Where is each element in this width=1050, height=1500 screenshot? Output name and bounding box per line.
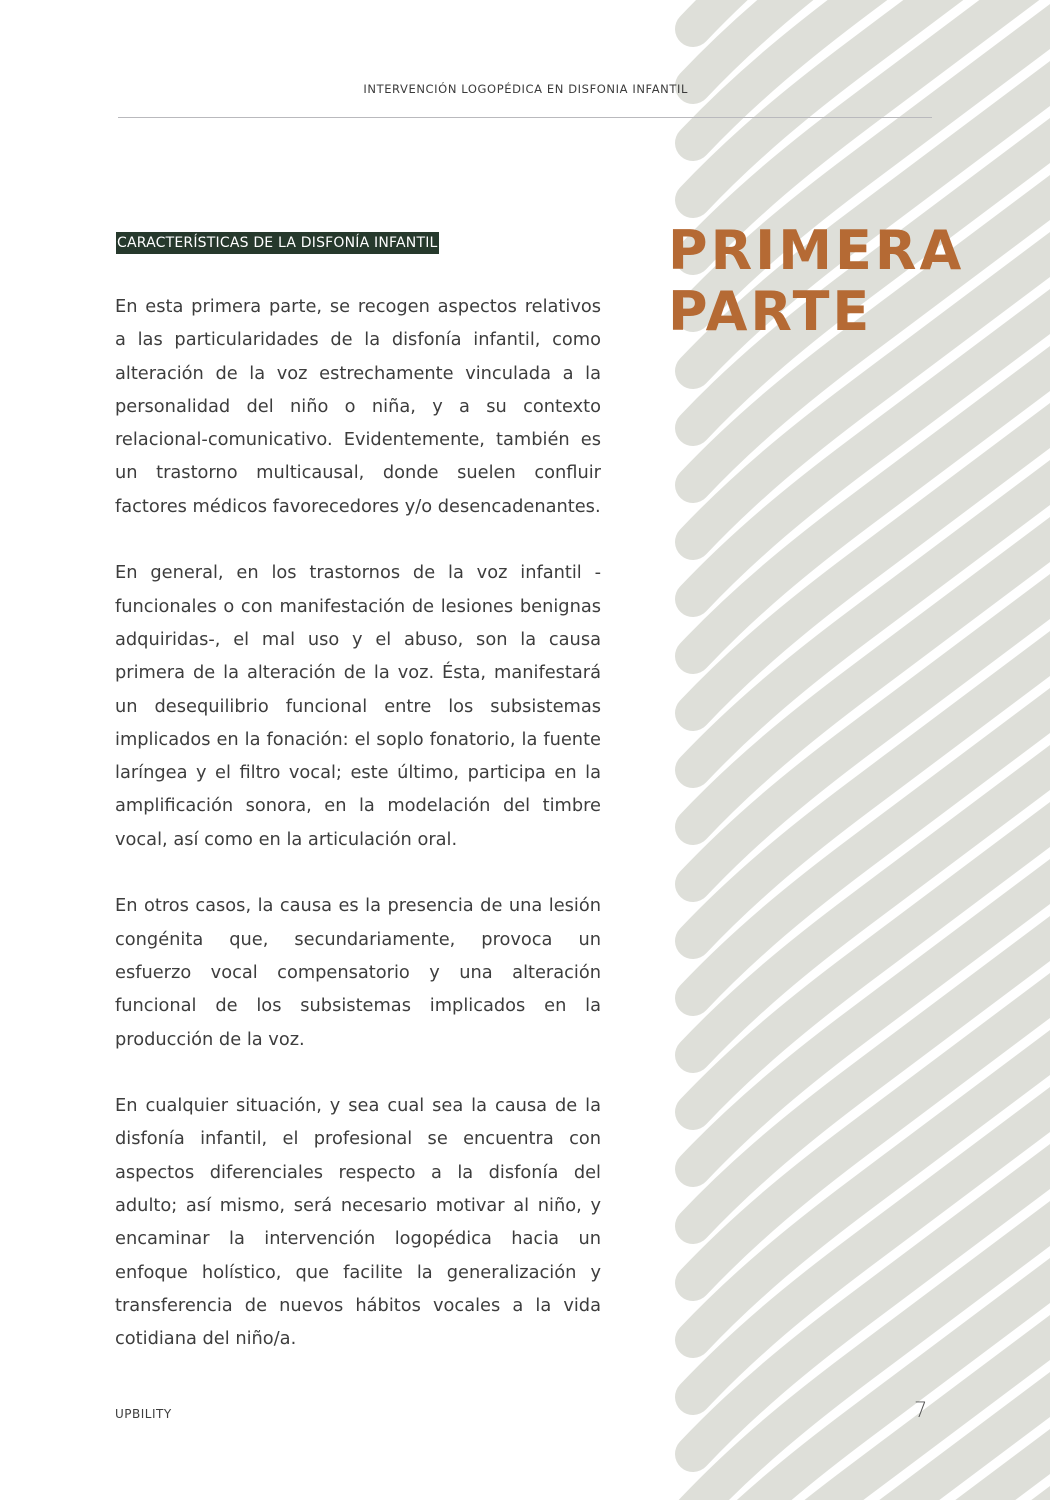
part-title-line-1: PRIMERA	[668, 219, 965, 282]
body-text	[115, 290, 601, 1389]
paragraph-4: En cualquier situación, y sea cual sea la causa de la disfonía infantil, el profesional se encuentra con aspectos diferenciales respecto a la disfonía del adulto; así mismo, será necesario motivar al niño, y encaminar la intervención logopédica hacia un enfoque holístico, que facilite la generalización y transferencia de nuevos hábitos vocales a la vida cotidiana del niño/a.	[115, 1095, 601, 1350]
part-title	[668, 220, 964, 342]
header-divider	[118, 117, 932, 118]
paragraph-2: En general, en los trastornos de la voz infantil -funcionales o con manifestación de lesiones benignas adquiridas-, el mal uso y el abuso, son la causa primera de la alteración de la voz. Ésta, manifestará un desequilibrio funcional entre los subsistemas implicados en la fonación: el soplo fonatorio, la fuente laríngea y el filtro vocal; este último, participa en la amplificación sonora, en la modelación del timbre vocal, así como en la articulación oral.	[115, 562, 601, 850]
paragraph-3: En otros casos, la causa es la presencia de una lesión congénita que, secundariamente, provoca un esfuerzo vocal compensatorio y una alteración funcional de los subsistemas implicados en la producción de la voz.	[115, 895, 601, 1050]
footer-brand: UPBILITY	[115, 1407, 172, 1421]
section-heading: CARACTERÍSTICAS DE LA DISFONÍA INFANTIL	[116, 232, 439, 254]
paragraph-1: En esta primera parte, se recogen aspectos relativos a las particularidades de la disfonía infantil, como alteración de la voz estrechamente vinculada a la personalidad del niño o niña, y a su contexto relacional-comunicativo. Evidentemente, también es un trastorno multicausal, donde suelen confluir factores médicos favorecedores y/o desencadenantes.	[115, 296, 601, 517]
part-title-line-2: PARTE	[668, 280, 873, 343]
running-header-title: INTERVENCIÓN LOGOPÉDICA EN DISFONIA INFANTIL	[363, 82, 688, 96]
page-number: 7	[914, 1398, 928, 1422]
